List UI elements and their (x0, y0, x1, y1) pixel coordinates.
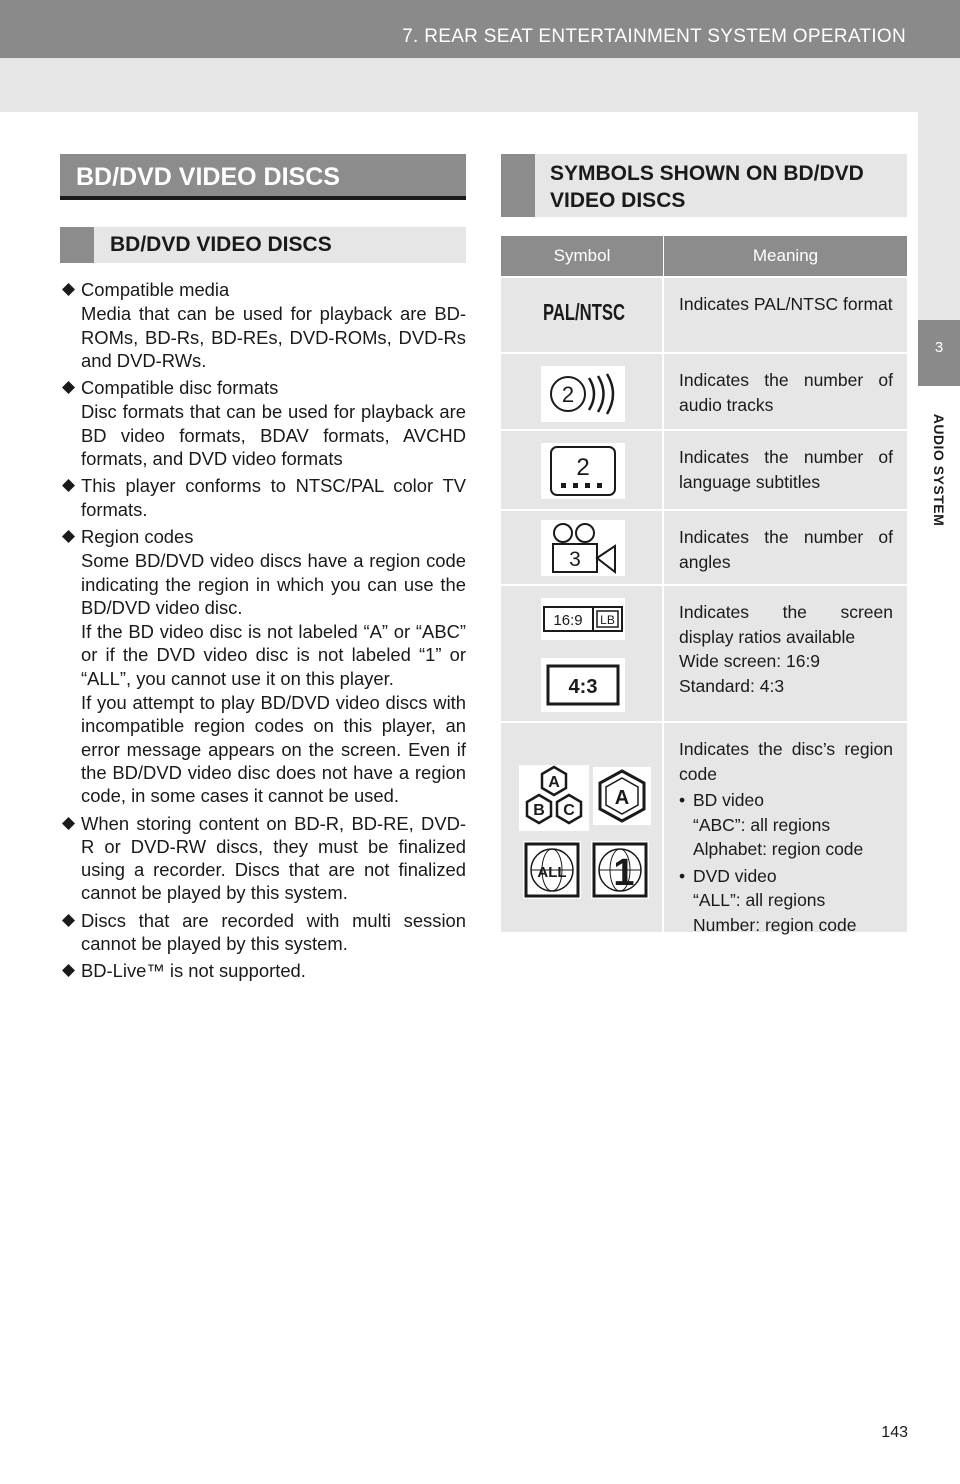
svg-text:2: 2 (576, 454, 590, 481)
meaning-cell (664, 278, 907, 352)
item-text: This player conforms to NTSC/PAL color TV formats. (81, 475, 466, 520)
table-row (501, 276, 907, 352)
table-row (501, 584, 907, 721)
table-row (501, 509, 907, 584)
list-item (62, 909, 466, 956)
meaning-cell (664, 511, 907, 584)
item-text: When storing content on BD-R, BD-RE, DVD-R or DVD-RW discs, they must be finalized using a recorder. Discs that are not finalized cannot be played by this system. (81, 812, 466, 904)
table-row (501, 352, 907, 429)
dot-bullet-icon: • (679, 790, 686, 810)
list-item (62, 376, 466, 470)
item-text: Compatible media (81, 279, 230, 300)
bullet-line: Alphabet: region code (693, 839, 864, 859)
diamond-bullet-icon (62, 914, 75, 927)
column-header-symbol: Symbol (501, 236, 664, 276)
side-tab-label: AUDIO SYSTEM (931, 413, 947, 527)
diamond-bullet-icon (62, 530, 75, 543)
section-heading-right (501, 154, 907, 217)
heading-marker (60, 227, 94, 263)
bullet-line: Number: region code (693, 914, 857, 935)
section-heading-right-text: SYMBOLS SHOWN ON BD/DVD VIDEO DISCS (550, 162, 864, 212)
meaning-text: Wide screen: 16:9 (679, 651, 821, 671)
column-header-meaning: Meaning (752, 246, 819, 265)
meaning-cell (664, 431, 907, 509)
diamond-bullet-icon (62, 964, 75, 977)
region-bullet (679, 864, 893, 938)
svg-text:LB: LB (600, 613, 615, 627)
meaning-cell (664, 586, 907, 721)
section-heading-left-text: BD/DVD VIDEO DISCS (76, 163, 340, 191)
symbol-cell (501, 431, 664, 509)
section-heading-left (60, 154, 466, 200)
svg-text:3: 3 (569, 548, 581, 571)
svg-text:1: 1 (613, 852, 635, 894)
item-text: Discs that are recorded with multi session cannot be played by this system. (81, 909, 466, 955)
list-item (62, 525, 466, 808)
audio-tracks-icon (541, 366, 625, 422)
meaning-text: Indicates PAL/NTSC format (679, 294, 893, 314)
symbols-table (501, 236, 907, 935)
side-tab-upper (918, 112, 960, 320)
subsection-heading (60, 227, 466, 263)
standard-ratio-icon (541, 658, 625, 712)
bullet-line: “ABC”: all regions (693, 814, 831, 835)
meaning-text: Indicates the number of angles (679, 527, 893, 572)
item-text: Compatible disc formats (81, 377, 279, 399)
subsection-heading-text: BD/DVD VIDEO DISCS (110, 233, 332, 256)
diamond-bullet-icon (62, 283, 75, 296)
symbol-cell (501, 586, 664, 721)
item-text: BD-Live™ is not supported. (81, 960, 306, 982)
meaning-cell (664, 354, 907, 429)
widescreen-ratio-icon (541, 598, 625, 640)
dvd-region-all-icon (523, 841, 581, 899)
meaning-text: Indicates the screen display ratios available (679, 602, 893, 647)
dot-bullet-icon: • (679, 865, 686, 886)
region-bullet (679, 788, 893, 862)
symbol-cell (501, 278, 664, 352)
list-item (62, 474, 466, 521)
svg-text:B: B (533, 802, 545, 819)
page-number: 143 (881, 1424, 908, 1441)
svg-text:16:9: 16:9 (553, 612, 583, 629)
meaning-cell (664, 723, 907, 935)
meaning-text: Indicates the number of language subtitles (679, 447, 893, 492)
svg-text:2: 2 (561, 382, 575, 407)
svg-text:4:3: 4:3 (568, 676, 598, 698)
chapter-title: 7. REAR SEAT ENTERTAINMENT SYSTEM OPERATION (402, 26, 906, 47)
item-text: Disc formats that can be used for playback are BD video formats, BDAV formats, AVCHD formats, and DVD video formats (81, 401, 466, 470)
item-text: Media that can be used for playback are BD-ROMs, BD-Rs, BD-REs, DVD-ROMs, DVD-Rs and DVD-RWs. (81, 303, 466, 371)
bullet-title: DVD video (693, 865, 777, 886)
heading-marker (501, 154, 535, 217)
item-text: Some BD/DVD video discs have a region code indicating the region in which you can use the BD/DVD video disc. (81, 550, 466, 618)
item-text: If you attempt to play BD/DVD video discs with incompatible region codes on this player, an error message appears on the screen. Even if the BD/DVD video disc does not have a region code, in some cases it cannot be used. (81, 692, 466, 807)
pal-ntsc-icon (541, 292, 627, 328)
table-row (501, 721, 907, 935)
header-strip (0, 58, 960, 112)
bd-region-a-icon (593, 767, 651, 825)
subtitles-icon (541, 443, 625, 499)
item-text: If the BD video disc is not labeled “A” or “ABC” or if the DVD video disc is not labeled “1” or “ALL”, you cannot use it on this player. (81, 621, 466, 689)
diamond-bullet-icon (62, 479, 75, 492)
diamond-bullet-icon (62, 381, 75, 394)
meaning-text: Indicates the disc’s region code (679, 739, 893, 784)
svg-text:C: C (563, 802, 575, 819)
list-item (62, 278, 466, 372)
list-item (62, 959, 466, 982)
symbol-cell (501, 723, 664, 932)
side-tab-number: 3 (934, 339, 944, 356)
item-text: Region codes (81, 525, 194, 547)
svg-text:PAL/NTSC: PAL/NTSC (543, 299, 625, 325)
list-item (62, 812, 466, 905)
dvd-region-1-icon (591, 841, 649, 899)
diamond-bullet-icon (62, 817, 75, 830)
table-header (501, 236, 907, 276)
symbol-cell (501, 511, 664, 584)
info-list (62, 278, 466, 987)
table-row (501, 429, 907, 509)
bd-region-abc-icon (519, 765, 589, 831)
svg-text:ALL: ALL (537, 864, 567, 881)
bullet-title: BD video (693, 790, 765, 810)
svg-text:A: A (548, 774, 560, 791)
symbol-cell (501, 354, 664, 429)
camera-angles-icon (541, 520, 625, 576)
meaning-text: Standard: 4:3 (679, 675, 785, 696)
bullet-line: “ALL”: all regions (693, 890, 826, 910)
meaning-text: Indicates the number of audio tracks (679, 370, 893, 415)
svg-text:A: A (614, 787, 630, 809)
